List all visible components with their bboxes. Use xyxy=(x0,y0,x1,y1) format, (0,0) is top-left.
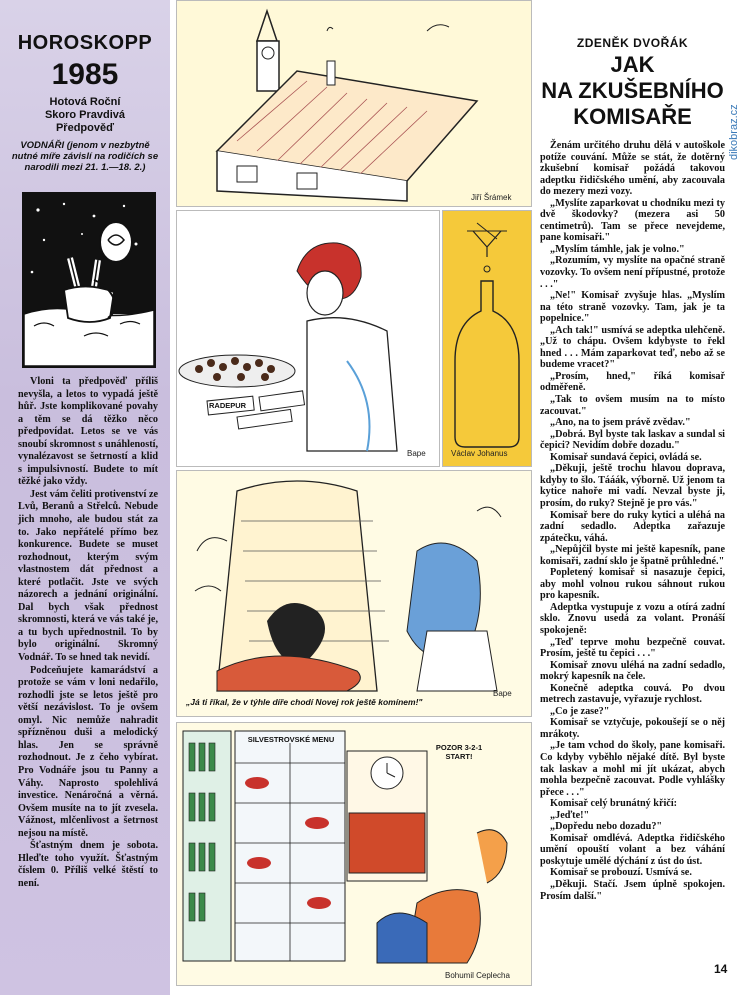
article-paragraph: Ženám určitého druhu dělá v autoškole potíže couvání. Může se stát, že dotěrný zkušební komisař požádá takovou adeptku řidičského umění, aby zacouvala do mezery mezi vozy. xyxy=(540,140,725,198)
aquarius-illustration xyxy=(22,192,156,368)
article-paragraph: „Dopředu nebo dozadu?" xyxy=(550,821,663,833)
aquarius-drawing xyxy=(24,194,154,366)
article-paragraph: „Dobrá. Byl byste tak laskav a sundal si čepici? Nevidím dobře dozadu." xyxy=(540,428,725,452)
cartoon-credit: Jiří Šrámek xyxy=(471,193,512,202)
cartoon-chimney xyxy=(176,470,532,717)
headline-line: JAK xyxy=(610,52,655,77)
article-paragraph: Popletený komisař si nasazuje čepici, aby mohl volnou rukou sáhnout rukou pro kapesník. xyxy=(540,567,725,602)
horoscope-paragraph: Vloni ta předpověď příliš nevyšla, a letos to vypadá ještě hůř. Jste komplikované povahy a těm se dá těžko něco předpovídat. Letos se ve vás snoubí skromnost s unáhleností, vynalézavost se šetrností a klid s impulsivností. Budete to mít těžké jako vždy. xyxy=(18,376,158,488)
article-paragraph: Komisař se probouzí. Usmívá se. xyxy=(550,867,692,879)
cartoon-caption: „Já ti říkal, že v týhle díře chodí Novej rok ještě komínem!" xyxy=(186,697,423,707)
horoscope-year: 1985 xyxy=(51,58,119,91)
fridge-drawing xyxy=(177,723,531,985)
horoscope-title: HOROSKOPP xyxy=(17,32,153,54)
cartoon-credit: Bape xyxy=(407,449,426,458)
article-headline xyxy=(540,52,725,130)
article-paragraph: „Co je zase?" xyxy=(550,705,610,717)
article-paragraph: Komisař se vztyčuje, pokoušejí se o něj mrákoty. xyxy=(540,717,725,740)
bottle-drawing xyxy=(443,211,531,466)
cartoon-credit: Bape xyxy=(493,689,512,698)
article-paragraph: „Ne!" Komisař zvyšuje hlas. „Myslím na této straně vozovky. Tam, jak je ta popelnice." xyxy=(540,290,725,325)
article-paragraph: „Prosím, hned," říká komisař odměřeně. xyxy=(540,370,725,394)
article-paragraph: „Tak to ovšem musím na to místo zacouvat." xyxy=(540,394,725,417)
speech-bubble: POZOR 3-2-1 START! xyxy=(435,743,483,761)
article-paragraph: „Rozumím, vy myslíte na opačné straně vozovky. To ovšem není přípustné, protože . . ." xyxy=(540,255,725,290)
article-paragraph: „Je tam vchod do školy, pane komisaři. Co kdyby vyběhlo nějaké dítě. Byl byste tak laskav a mohl mi jít ukázat, abych mohla bezpečně zacouvat. Podle vyhlášky přece . . ." xyxy=(540,740,725,798)
cartoon-chocolates xyxy=(176,210,440,467)
horoscope-text xyxy=(18,376,158,890)
cartoon-fridge xyxy=(176,722,532,986)
chimney-drawing xyxy=(177,471,531,716)
radepur-label: RADEPUR xyxy=(209,401,247,410)
article-paragraph: „Ano, na to jsem právě zvědav." xyxy=(550,417,691,429)
article-paragraph: „Teď teprve mohu bezpečně couvat. Prosím, ještě tu čepici . . ." xyxy=(540,636,725,660)
menu-label: SILVESTROVSKÉ MENU xyxy=(247,735,335,744)
page-number: 14 xyxy=(714,962,728,976)
horoscope-paragraph: Podceňujete kamarádství a protože se vám v loni nedařilo, rozhodli jste se letos ještě pro větší nezávislost. To je ovšem omyl. Nic nemůže nahradit spřízněnou duši a melodický hlas. Jen se správně rozhodnout. Je z čeho vybírat. Pro Vodnáře jsou tu Panny a Váhy. Naprosto spolehlivá investice. Nenáročná a věrná. Ovšem musíte na to jít zvesela. Vážnost, mlčenlivost a šetrnost nejsou na místě. xyxy=(18,664,158,839)
article-paragraph: Komisař znovu uléhá na zadní sedadlo, mokrý kapesník na čele. xyxy=(540,659,725,683)
article-paragraph: Komisař celý brunátný křičí: xyxy=(550,798,678,810)
article-body xyxy=(540,140,725,902)
horoscope-column xyxy=(0,0,170,995)
house-drawing xyxy=(177,1,531,206)
subtitle-line: Hotová Roční xyxy=(49,96,121,108)
headline-line: KOMISAŘE xyxy=(573,104,692,129)
horoscope-subtitle xyxy=(10,96,160,135)
cartoon-bottle xyxy=(442,210,532,467)
article-paragraph: „Jeďte!" xyxy=(550,809,590,821)
cartoon-credit: Bohumil Ceplecha xyxy=(445,971,510,980)
subtitle-line: Předpověď xyxy=(55,122,115,134)
cartoon-house xyxy=(176,0,532,207)
woman-chocolates-drawing xyxy=(177,211,439,466)
article-paragraph: „Ach tak!" usmívá se adeptka ulehčeně. „Už to chápu. Ovšem kdybyste to řekl hned . . . Mám zaparkovat teď, nebo až se budeme vracet?" xyxy=(540,324,725,371)
horoscope-paragraph: Jest vám čeliti protivenství ze Lvů, Beranů a Střelců. Nebude jich mnoho, ale budou stát za to. Jako nepřátelé přímo bez konkurence. Budete se muset rozhodnout, kterým svým vlastnostem dát přednost a které potlačit. Jste ve svých názorech a jednání originální. Dal bych však přednost skromnosti, která ve vás také je, a tu bych upřednostnil. To by bylo originální. Skromný Vodnář. To se hned tak nevidí. xyxy=(18,488,158,664)
horoscope-paragraph: Šťastným dnem je sobota. Hleďte toho využít. Šťastným číslem 0. Příliš velké štěstí to není. xyxy=(18,840,158,889)
article-paragraph: „Nepůjčil byste mi ještě kapesník, pane komisaři, zadní sklo je špatně průhledné." xyxy=(540,544,725,567)
article-paragraph: „Děkuji, ještě trochu hlavou doprava, kdyby to šlo. Tááák, výborně. Už jenom ta kytice nahoře mi vadí. Nevzal byste ji, prosím, do ruky? Stejně je pro vás." xyxy=(540,463,725,509)
subtitle-line: Skoro Pravdivá xyxy=(44,109,126,121)
cartoon-credit: Václav Johanus xyxy=(451,449,508,458)
headline-line: NA ZKUŠEBNÍHO xyxy=(541,78,724,103)
article-paragraph: Adeptka vystupuje z vozu a otírá zadní sklo. Znovu usedá za volant. Pronáší spokojeně: xyxy=(540,601,725,636)
article-paragraph: „Myslíte zaparkovat u chodníku mezi ty dvě škodovky? (mezera asi 50 centimetrů). Tam se přece nevejdeme, pane komisaři." xyxy=(540,197,725,244)
article-author: ZDENĚK DVOŘÁK xyxy=(576,36,689,50)
article-paragraph: Komisař omdlévá. Adeptka řidičského umění opouští volant a bez váhání poskytuje umělé dýchání z úst do úst. xyxy=(540,832,725,867)
sign-note: VODNÁŘI (jenom v nezbytně nutné míře závislí na rodičích se narodili mezi 21. 1.—18. 2.) xyxy=(11,140,159,173)
article-paragraph: Komisař sundavá čepici, ovládá se. xyxy=(550,451,702,463)
article-paragraph: „Děkuji. Stačí. Jsem úplně spokojen. Prosím další." xyxy=(540,879,725,902)
watermark: dikobraz.cz xyxy=(728,104,740,160)
article-paragraph: Komisař bere do ruky kytici a uléhá na zadní sedadlo. Adeptka zařazuje zpátečku, váhá. xyxy=(540,509,725,544)
article-paragraph: Konečně adeptka couvá. Po dvou metrech zastavuje, vyřazuje rychlost. xyxy=(540,682,725,706)
article-paragraph: „Myslím támhle, jak je volno." xyxy=(550,243,685,255)
